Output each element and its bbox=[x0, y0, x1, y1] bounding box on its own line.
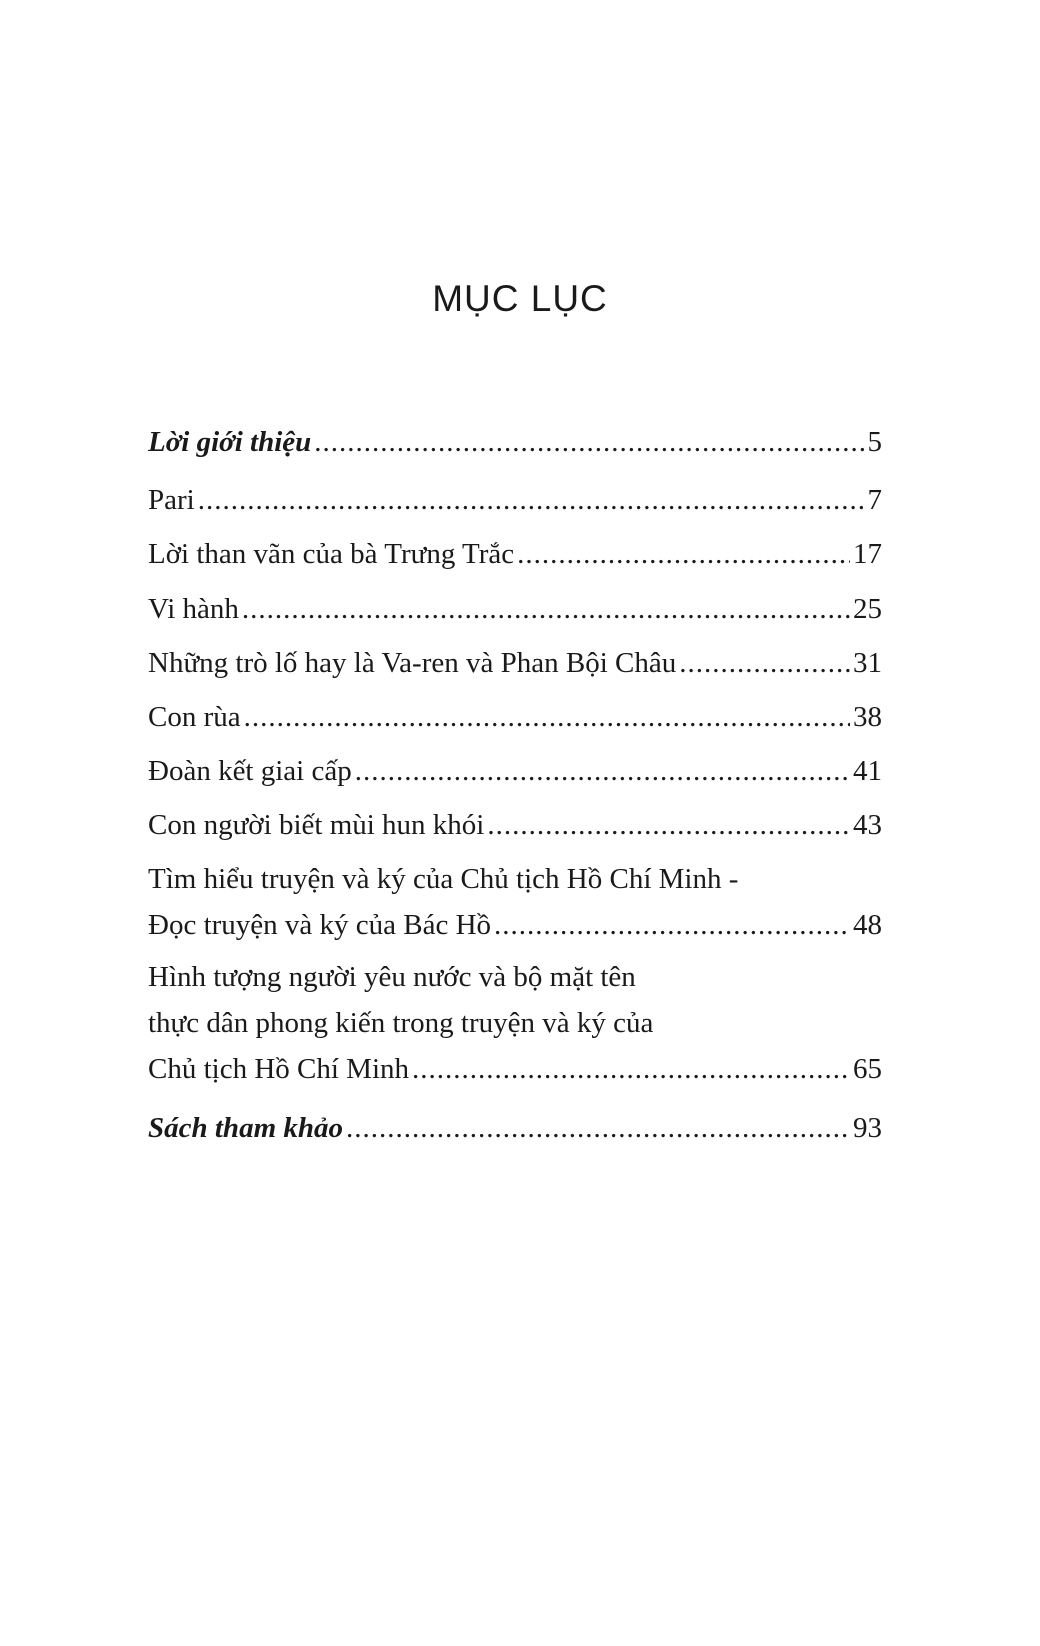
toc-entry-page: 38 bbox=[853, 701, 882, 733]
toc-entry-label: Pari bbox=[148, 484, 195, 516]
toc-entry-page: 7 bbox=[867, 484, 882, 516]
toc-entry bbox=[148, 640, 882, 686]
toc-entry-page: 17 bbox=[853, 538, 882, 570]
toc-entry-label: Đọc truyện và ký của Bác Hồ bbox=[148, 909, 492, 941]
toc-entry-label: Sách tham khảo bbox=[148, 1112, 343, 1144]
toc-entry bbox=[148, 802, 882, 848]
dot-leader bbox=[244, 694, 850, 740]
toc-entry bbox=[148, 586, 882, 632]
dot-leader bbox=[679, 640, 850, 686]
toc-entry-line: thực dân phong kiến trong truyện và ký của bbox=[148, 1007, 654, 1039]
page-title: MỤC LỤC bbox=[432, 278, 608, 319]
toc-entry-page: 93 bbox=[853, 1112, 882, 1144]
toc-entry-label: Những trò lố hay là Va-ren và Phan Bội Châu bbox=[148, 647, 677, 679]
toc-entry-label: Lời than vãn của bà Trưng Trắc bbox=[148, 538, 515, 570]
toc-entry-page: 65 bbox=[853, 1053, 882, 1085]
dot-leader bbox=[314, 419, 864, 465]
toc-entry-label: Đoàn kết giai cấp bbox=[148, 755, 352, 787]
toc-entry-page: 31 bbox=[853, 647, 882, 679]
toc-entry-page: 43 bbox=[853, 809, 882, 841]
toc-entry bbox=[148, 419, 882, 465]
toc-entry-label: Vi hành bbox=[148, 593, 239, 625]
toc-entry-page: 25 bbox=[853, 593, 882, 625]
toc-entry-page: 48 bbox=[853, 909, 882, 941]
dot-leader bbox=[487, 802, 850, 848]
toc-entry bbox=[148, 694, 882, 740]
toc-entry-page: 41 bbox=[853, 755, 882, 787]
dot-leader bbox=[355, 748, 850, 794]
toc-entry bbox=[148, 856, 882, 948]
toc-entry bbox=[148, 954, 882, 1092]
toc-entry bbox=[148, 748, 882, 794]
toc-entry bbox=[148, 531, 882, 577]
toc-entry bbox=[148, 477, 882, 523]
dot-leader bbox=[242, 586, 850, 632]
dot-leader bbox=[494, 902, 850, 948]
toc-entry-label: Con rùa bbox=[148, 701, 241, 733]
toc-entry-line: Tìm hiểu truyện và ký của Chủ tịch Hồ Chí Minh - bbox=[148, 863, 739, 895]
toc-entry-page: 5 bbox=[867, 426, 882, 458]
toc-entry-line: Hình tượng người yêu nước và bộ mặt tên bbox=[148, 961, 636, 993]
toc-entry-label: Chủ tịch Hồ Chí Minh bbox=[148, 1053, 410, 1085]
dot-leader bbox=[198, 477, 865, 523]
toc-entry-label: Con người biết mùi hun khói bbox=[148, 809, 485, 841]
toc-entry bbox=[148, 1105, 882, 1151]
dot-leader bbox=[346, 1105, 850, 1151]
dot-leader bbox=[412, 1046, 850, 1092]
dot-leader bbox=[517, 531, 850, 577]
toc-entry-label: Lời giới thiệu bbox=[148, 426, 312, 458]
